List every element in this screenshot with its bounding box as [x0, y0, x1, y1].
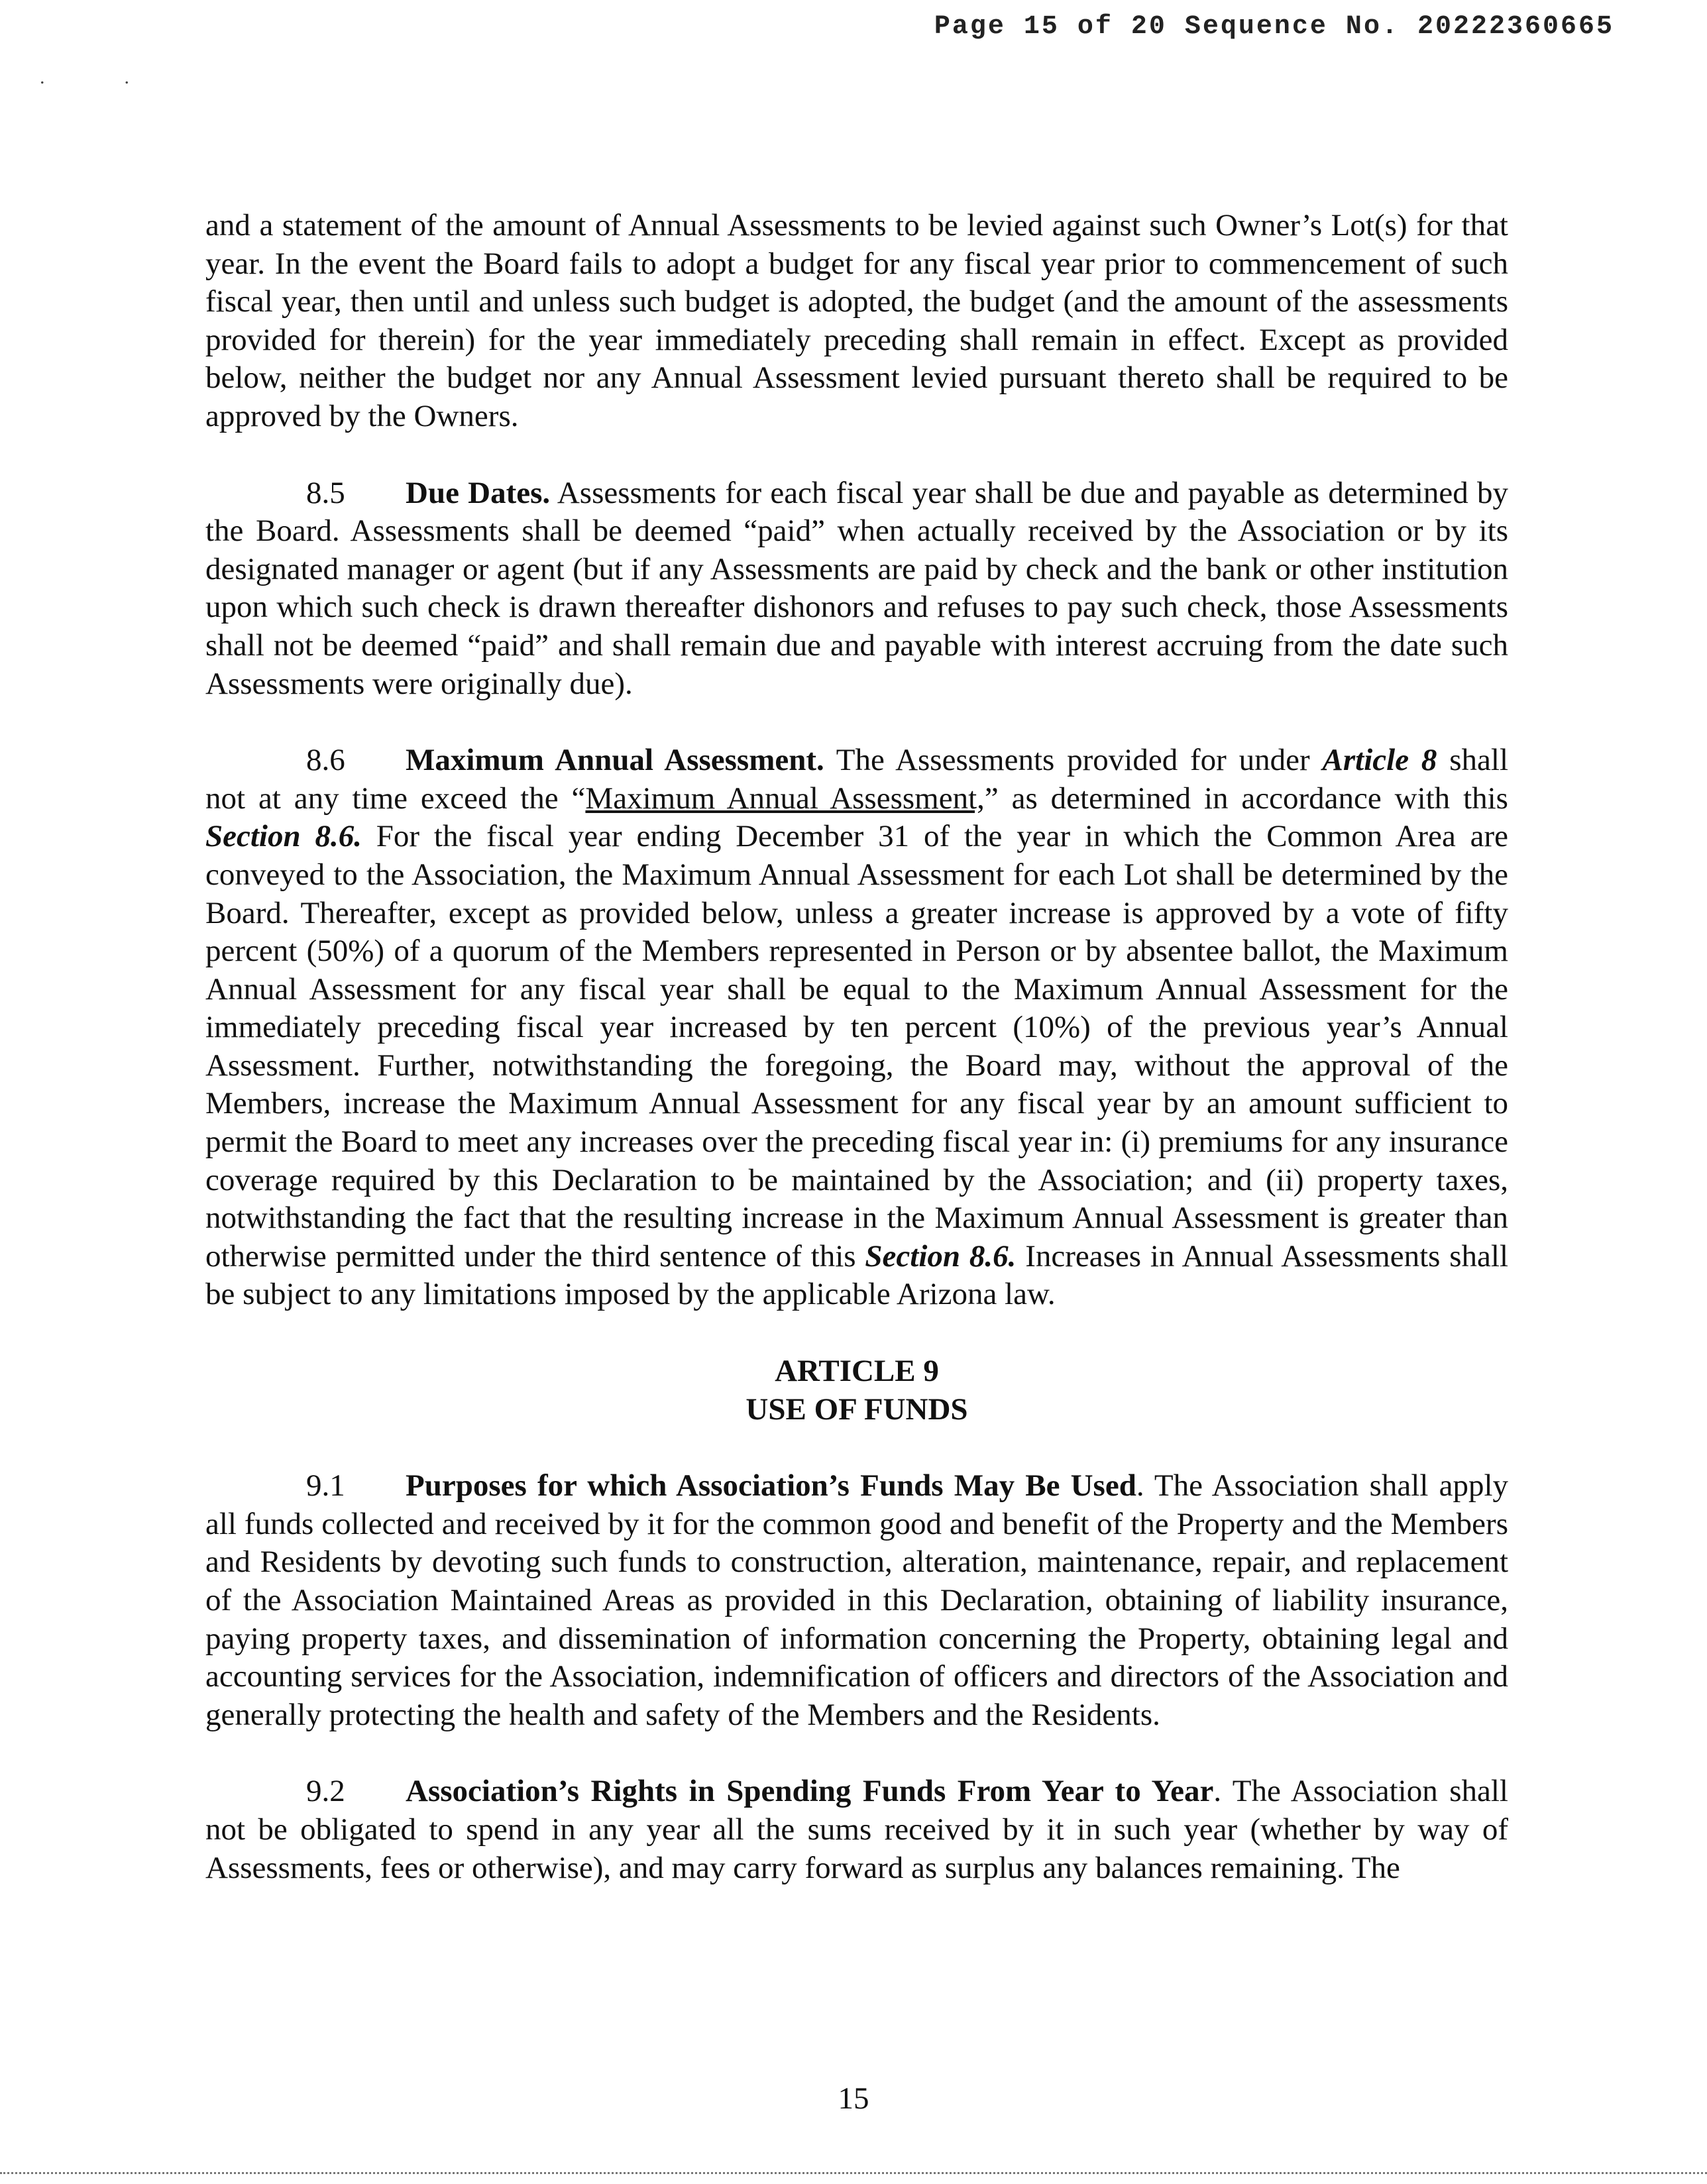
section-text: . The Association shall not be obligated to spend in any year all the sums received by it in such year (whether by way of Assessments, fees or otherwise), and may carry forward as surplus any balances remaining. The — [205, 1774, 1508, 1885]
section-text: shall not at any time exceed the “ — [205, 743, 1509, 816]
paragraph-continued: and a statement of the amount of Annual Assessments to be levied against such Owner’s Lot(s) for that year. In the event the Board fails to adopt a budget for any fiscal year prior to commencement of such fiscal year, then until and unless such budget is adopted, the budget (and the amount of the assessments provided for therein) for the year immediately preceding shall remain in effect. Except as provided below, neither the budget nor any Annual Assessment levied pursuant thereto shall be required to be approved by the Owners. — [205, 208, 1508, 433]
section-title: Purposes for which Association’s Funds May Be Used — [406, 1468, 1136, 1503]
section-number: 9.2 — [306, 1774, 345, 1809]
section-8-6 — [205, 741, 1508, 1314]
article-number: ARTICLE 9 — [775, 1354, 939, 1389]
section-number: 8.5 — [306, 475, 345, 510]
sequence-header: Page 15 of 20 Sequence No. 20222360665 — [934, 12, 1614, 42]
section-reference: Section 8.6. — [205, 819, 362, 854]
section-text: . The Association shall apply all funds collected and received by it for the common good and benefit of the Property and the Members and Residents by devoting such funds to construction, alteration, maintenance, repair, and replacement of the Association Maintained Areas as provided in this Declaration, obtaining of liability insurance, paying property taxes, and dissemination of information concerning the Property, obtaining legal and accounting services for the Association, indemnification of officers and directors of the Association and generally protecting the health and safety of the Members and the Residents. — [205, 1468, 1508, 1732]
section-text: ” as determined in accordance with this — [984, 781, 1508, 816]
footer-rule — [0, 2172, 1707, 2174]
section-title: Due Dates. — [406, 475, 551, 510]
page-number: 15 — [838, 2081, 869, 2116]
section-9-2 — [205, 1773, 1508, 1887]
scan-specks: .. — [40, 66, 209, 88]
section-9-1 — [205, 1467, 1508, 1734]
section-text: The Assessments provided for under — [836, 743, 1310, 778]
section-title: Association’s Rights in Spending Funds From Year to Year — [406, 1774, 1214, 1809]
article-heading — [205, 1352, 1508, 1429]
section-8-5 — [205, 474, 1508, 704]
section-reference: Section 8.6. — [865, 1238, 1017, 1274]
document-body — [205, 207, 1508, 1926]
section-number: 9.1 — [306, 1468, 345, 1503]
section-text: Assessments for each fiscal year shall be due and payable as determined by the Board. Assessments shall be deemed “paid” when actually received by the Association or by its designated manager or agent (but if any Assessments are paid by check and the bank or other institution upon which such check is drawn thereafter dishonors and refuses to pay such check, those Assessments shall not be deemed “paid” and shall remain due and payable with interest accruing from the date such Assessments were originally due). — [205, 475, 1509, 701]
article-title: USE OF FUNDS — [745, 1392, 968, 1427]
section-number: 8.6 — [306, 743, 345, 778]
section-title: Maximum Annual Assessment. — [406, 743, 824, 778]
section-text: For the fiscal year ending December 31 of the year in which the Common Area are conveyed to the Association, the Maximum Annual Assessment for each Lot shall be determined by the Board. Thereafter, except as provided below, unless a greater increase is approved by a vote of fifty percent (50%) of a quorum of the Members represented in Person or by absentee ballot, the Maximum Annual Assessment for any fiscal year shall be equal to the Maximum Annual Assessment for the immediately preceding fiscal year increased by ten percent (10%) of the previous year’s Annual Assessment. Further, notwithstanding the foregoing, the Board may, without the approval of the Members, increase the Maximum Annual Assessment for any fiscal year by an amount sufficient to permit the Board to meet any increases over the preceding fiscal year in: (i) premiums for any insurance coverage required by this Declaration to be maintained by the Association; and (ii) property taxes, notwithstanding the fact that the resulting increase in the Maximum Annual Assessment is greater than otherwise permitted under the third sentence of this — [205, 819, 1509, 1274]
defined-term: Maximum Annual Assessment, — [585, 781, 985, 816]
section-text: Increases in Annual Assessments shall be subject to any limitations imposed by the applicable Arizona law. — [205, 1238, 1509, 1312]
article-reference: Article 8 — [1322, 743, 1437, 778]
